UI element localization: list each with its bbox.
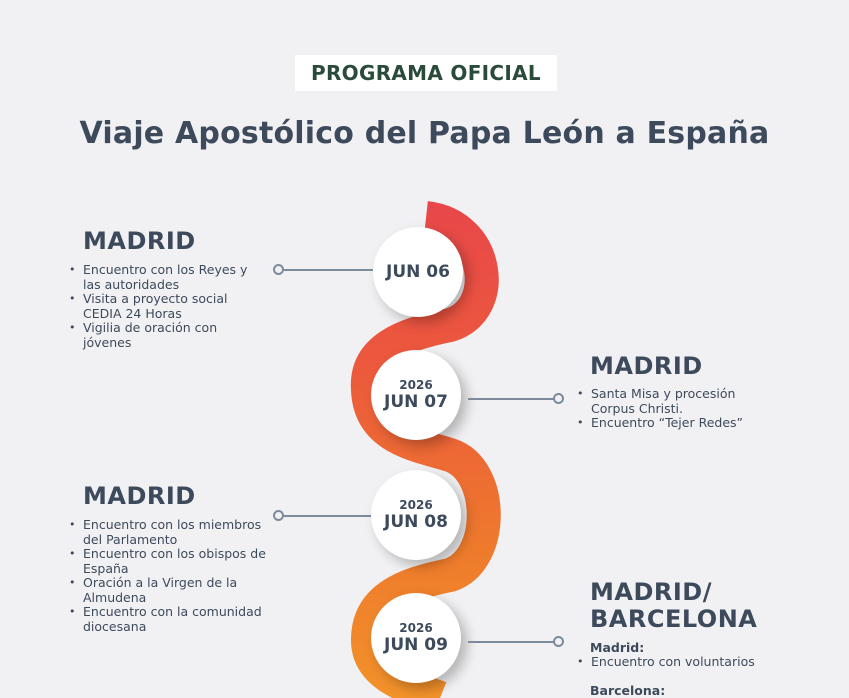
year-label: 2026 — [399, 498, 433, 512]
connector-dot — [553, 393, 564, 404]
event-city: MADRID — [590, 352, 703, 380]
list-item: • Oración a la Virgen de la Almudena — [67, 576, 272, 605]
list-item: • Encuentro con los obispos de España — [67, 547, 272, 576]
connector-line — [468, 641, 554, 643]
date-node-jun08 — [371, 470, 461, 560]
event-city-line2: BARCELONA — [590, 605, 758, 633]
page-title: Viaje Apostólico del Papa León a España — [79, 116, 770, 151]
connector-dot — [273, 510, 284, 521]
event-city: MADRID — [83, 482, 196, 510]
list-item: • Santa Misa y procesión Corpus Christi. — [575, 387, 775, 416]
event-items — [67, 518, 272, 634]
program-badge: PROGRAMA OFICIAL — [295, 55, 557, 91]
year-label: 2026 — [399, 378, 433, 392]
event-items — [575, 387, 775, 431]
list-item: • Vigilia de oración con jóvenes — [67, 321, 257, 350]
date-node-jun07 — [371, 350, 461, 440]
connector-dot — [553, 636, 564, 647]
list-item: • Encuentro con los miembros del Parlamento — [67, 518, 272, 547]
list-item: • Visita a proyecto social CEDIA 24 Horas — [67, 292, 257, 321]
connector-line — [284, 269, 373, 271]
date-label: JUN 09 — [384, 635, 448, 655]
connector-dot — [273, 264, 284, 275]
event-items — [575, 655, 775, 670]
date-label: JUN 06 — [386, 262, 450, 282]
date-node-jun06 — [373, 227, 463, 317]
event-items — [67, 263, 257, 350]
year-label: 2026 — [399, 621, 433, 635]
list-item: • Encuentro “Tejer Redes” — [575, 416, 775, 431]
list-item: • Encuentro con la comunidad diocesana — [67, 605, 272, 634]
event-city-line1: MADRID/ — [590, 578, 712, 606]
connector-line — [284, 515, 371, 517]
date-node-jun09 — [371, 593, 461, 683]
group-label: Barcelona: — [590, 683, 666, 698]
group-label: Madrid: — [590, 640, 645, 655]
date-label: JUN 07 — [384, 392, 448, 412]
list-item: • Encuentro con los Reyes y las autoridades — [67, 263, 257, 292]
connector-line — [468, 398, 554, 400]
list-item: • Encuentro con voluntarios — [575, 655, 775, 670]
date-label: JUN 08 — [384, 512, 448, 532]
event-city: MADRID — [83, 227, 196, 255]
